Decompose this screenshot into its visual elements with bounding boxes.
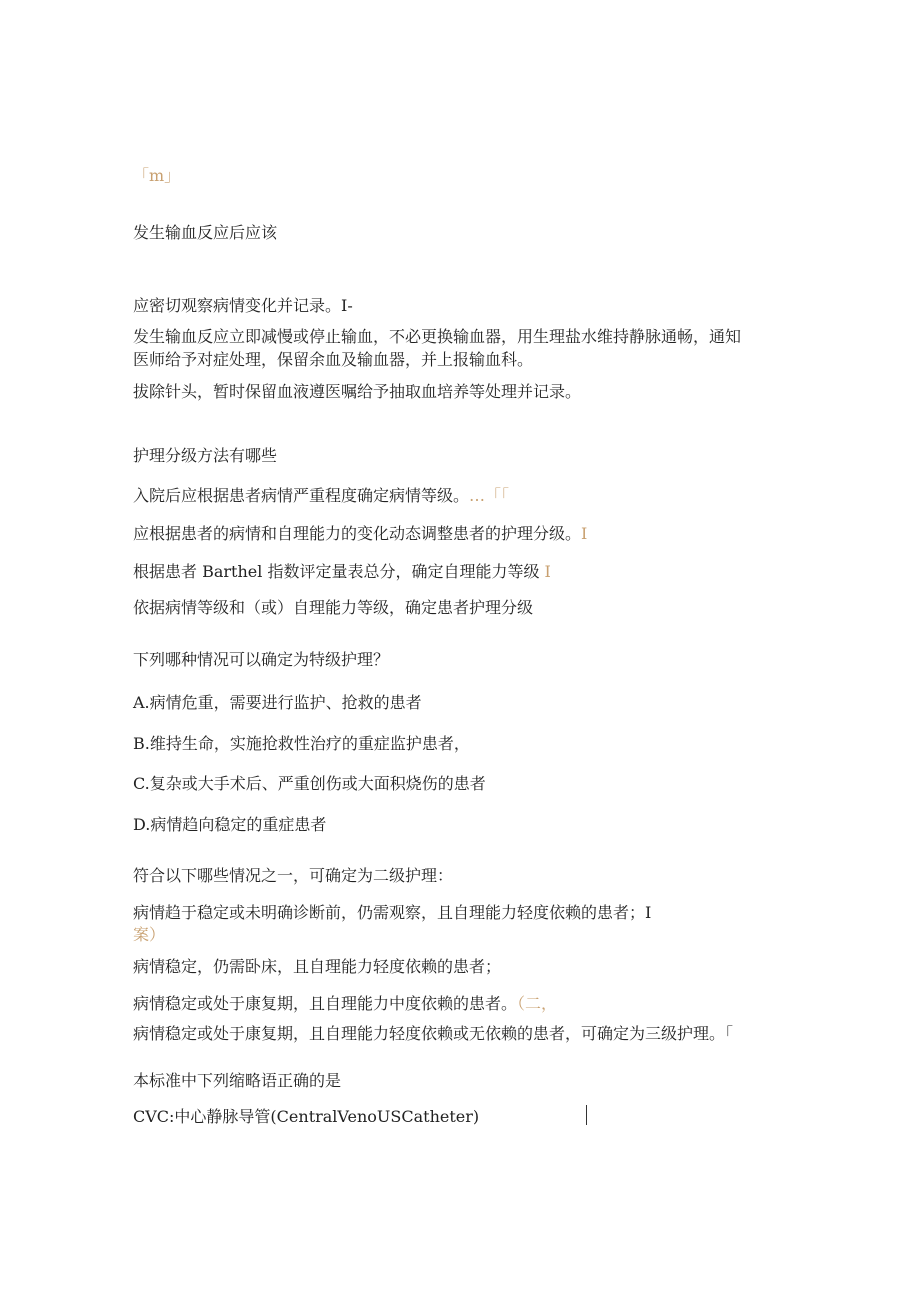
q4-answer-1: 病情趋于稳定或未明确诊断前，仍需观察，且自理能力轻度依赖的患者；I: [133, 903, 652, 922]
q2-answer-3: 根据患者 Barthel 指数评定量表总分，确定自理能力等级 I: [133, 562, 551, 581]
q2-answer-4: 依据病情等级和（或）自理能力等级，确定患者护理分级: [133, 598, 534, 617]
q3-option-b: B.维持生命，实施抢救性治疗的重症监护患者，: [133, 734, 470, 753]
q4-answer-2: 病情稳定，仍需卧床，且自理能力轻度依赖的患者；: [133, 957, 502, 976]
text-cursor-mark: [586, 1105, 587, 1125]
q4-title: 符合以下哪些情况之一，可确定为二级护理：: [133, 866, 454, 885]
q1-answer-1: 应密切观察病情变化并记录。I-: [133, 296, 353, 315]
q3-title: 下列哪种情况可以确定为特级护理？: [133, 650, 390, 669]
q3-option-c: C.复杂或大手术后、严重创伤或大面积烧伤的患者: [133, 774, 486, 793]
q2-answer-1: 入院后应根据患者病情严重程度确定病情等级。…「「: [133, 486, 510, 505]
q4-answer-1-mark: 案）: [133, 925, 166, 944]
q3-option-d: D.病情趋向稳定的重症患者: [133, 815, 327, 834]
q3-option-a: A.病情危重，需要进行监护、抢救的患者: [133, 693, 422, 712]
q4-answer-3: 病情稳定或处于康复期，且自理能力中度依赖的患者。（二，: [133, 994, 558, 1013]
q1-answer-2-line-2: 医师给予对症处理，保留余血及输血器，并上报输血科。: [133, 350, 534, 369]
q1-title: 发生输血反应后应该: [133, 223, 278, 242]
q4-answer-4: 病情稳定或处于康复期，且自理能力轻度依赖或无依赖的患者，可确定为三级护理。「: [133, 1024, 734, 1043]
q1-answer-2-line-1: 发生输血反应立即减慢或停止输血，不必更换输血器，用生理盐水维持静脉通畅，通知: [133, 327, 742, 346]
header-mark: 「m」: [133, 166, 181, 185]
q5-answer-1: CVC:中心静脉导管(CentralVenoUSCatheter): [133, 1107, 480, 1126]
q5-title: 本标准中下列缩略语正确的是: [133, 1071, 342, 1090]
q2-title: 护理分级方法有哪些: [133, 446, 278, 465]
q2-answer-2: 应根据患者的病情和自理能力的变化动态调整患者的护理分级。I: [133, 524, 588, 543]
q1-answer-3: 拔除针头，暂时保留血液遵医嘱给予抽取血培养等处理并记录。: [133, 382, 582, 401]
